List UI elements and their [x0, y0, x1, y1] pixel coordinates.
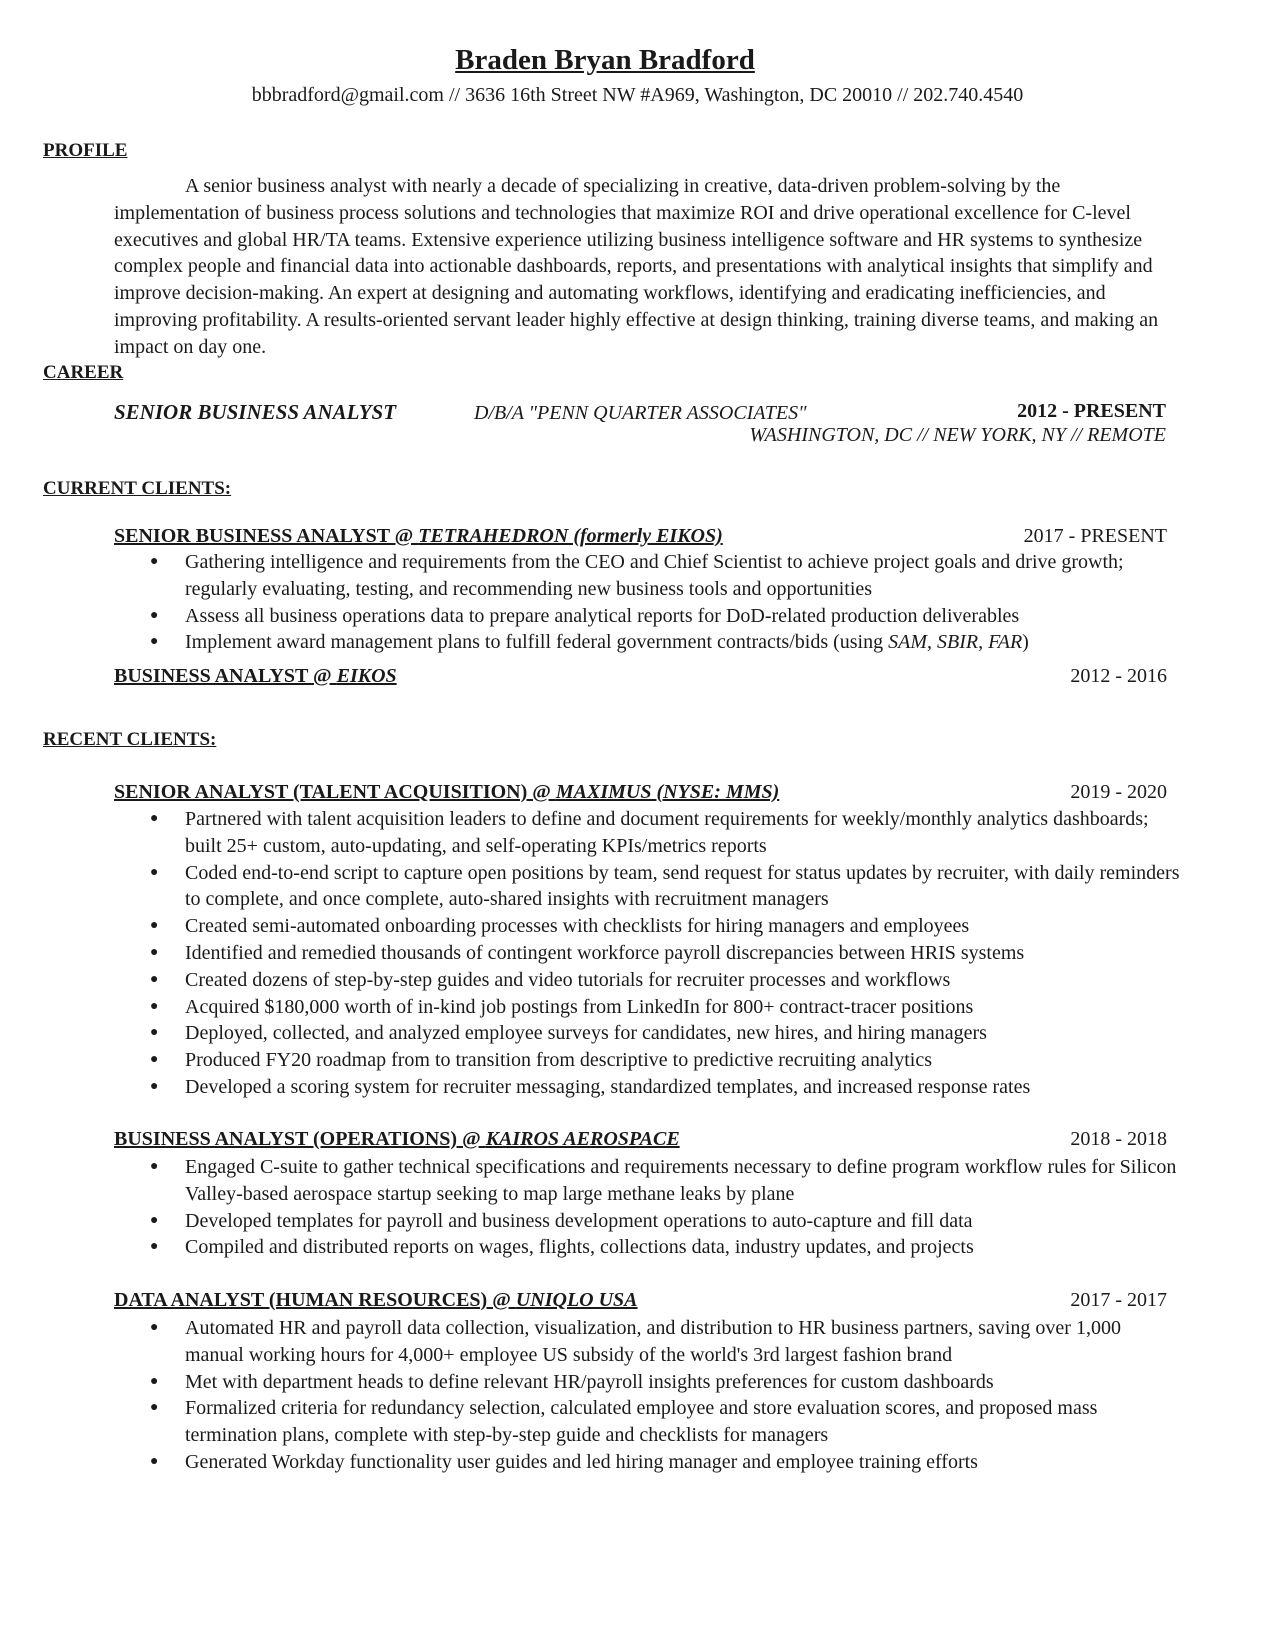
job-bullets: [150, 1315, 1180, 1476]
bullet: ● Developed a scoring system for recruiter messaging, standardized templates, and increased response rates: [150, 1074, 1180, 1101]
bullet: ● Created semi-automated onboarding processes with checklists for hiring managers and employees: [150, 913, 1180, 940]
bullet: ● Generated Workday functionality user guides and led hiring manager and employee training efforts: [150, 1449, 1180, 1476]
bullet: ● Created dozens of step-by-step guides and video tutorials for recruiter processes and workflows: [150, 967, 1180, 994]
job-role: SENIOR ANALYST (TALENT ACQUISITION) @ MAXIMUS (NYSE: MMS): [114, 781, 780, 803]
bullet: ● Deployed, collected, and analyzed employee surveys for candidates, new hires, and hiring managers: [150, 1020, 1180, 1047]
bullet: ● Assess all business operations data to prepare analytical reports for DoD-related production deliverables: [150, 603, 1180, 630]
career-heading: CAREER: [43, 362, 124, 383]
candidate-name: [0, 44, 1210, 77]
job-dates: 2012 - 2016: [1070, 665, 1167, 687]
career-company: D/B/A "PENN QUARTER ASSOCIATES": [474, 402, 807, 424]
bullet: ● Produced FY20 roadmap from to transition from descriptive to predictive recruiting analytics: [150, 1047, 1180, 1074]
bullet: ● Acquired $180,000 worth of in-kind job postings from LinkedIn for 800+ contract-tracer positions: [150, 994, 1180, 1021]
job-dates: 2017 - 2017: [1070, 1289, 1167, 1311]
job-header: [114, 1128, 1167, 1151]
job-header: [114, 1289, 1167, 1312]
career-locations: WASHINGTON, DC // NEW YORK, NY // REMOTE: [749, 424, 1166, 446]
contact-line: bbbradford@gmail.com // 3636 16th Street NW #A969, Washington, DC 20010 // 202.740.4540: [251, 84, 1024, 106]
job-header: [114, 525, 1167, 548]
bullet: ● Coded end-to-end script to capture open positions by team, send request for status updates by recruiter, with daily reminders to complete, and once complete, auto-shared insights with recruitment managers: [150, 860, 1180, 914]
job-role: SENIOR BUSINESS ANALYST @ TETRAHEDRON (formerly EIKOS): [114, 525, 723, 547]
current-clients-heading: CURRENT CLIENTS:: [43, 478, 232, 499]
bullet: ● Implement award management plans to fulfill federal government contracts/bids (using SAM, SBIR, FAR): [150, 629, 1180, 656]
career-title: SENIOR BUSINESS ANALYST: [114, 400, 397, 424]
bullet: ● Gathering intelligence and requirements from the CEO and Chief Scientist to achieve project goals and drive growth; regularly evaluating, testing, and recommending new business tools and opportunities: [150, 549, 1180, 603]
bullet: ● Identified and remedied thousands of contingent workforce payroll discrepancies between HRIS systems: [150, 940, 1180, 967]
recent-clients-heading: RECENT CLIENTS:: [43, 729, 217, 750]
bullet: ● Formalized criteria for redundancy selection, calculated employee and store evaluation scores, and proposed mass termination plans, complete with step-by-step guide and checklists for managers: [150, 1395, 1180, 1449]
job-bullets: [150, 806, 1180, 1101]
profile-text: A senior business analyst with nearly a decade of specializing in creative, data-driven problem-solving by the implementation of business process solutions and technologies that maximize ROI and drive operational excellence for C-level executives and global HR/TA teams. Extensive experience utilizing business intelligence software and HR systems to synthesize complex people and financial data into actionable dashboards, reports, and presentations with analytical insights that simplify and improve decision-making. An expert at designing and automating workflows, identifying and eradicating inefficiencies, and improving profitability. A results-oriented servant leader highly effective at design thinking, training diverse teams, and making an impact on day one.: [114, 175, 1159, 358]
job-header: [114, 781, 1167, 804]
job-role: BUSINESS ANALYST (OPERATIONS) @ KAIROS AEROSPACE: [114, 1128, 680, 1150]
bullet: ● Partnered with talent acquisition leaders to define and document requirements for weekly/monthly analytics dashboards; built 25+ custom, auto-updating, and self-operating KPIs/metrics reports: [150, 806, 1180, 860]
job-dates: 2018 - 2018: [1070, 1128, 1167, 1150]
job-role: DATA ANALYST (HUMAN RESOURCES) @ UNIQLO USA: [114, 1289, 638, 1311]
bullet: ● Compiled and distributed reports on wages, flights, collections data, industry updates, and projects: [150, 1234, 1180, 1261]
job-bullets: [150, 549, 1180, 656]
job-bullets: [150, 1154, 1180, 1261]
job-dates: 2019 - 2020: [1070, 781, 1167, 803]
job-dates: 2017 - PRESENT: [1023, 525, 1167, 547]
bullet: ● Engaged C-suite to gather technical specifications and requirements necessary to define program workflow rules for Silicon Valley-based aerospace startup seeking to map large methane leaks by plane: [150, 1154, 1180, 1208]
profile-heading: PROFILE: [43, 140, 128, 161]
bullet: ● Automated HR and payroll data collection, visualization, and distribution to HR business partners, saving over 1,000 manual working hours for 4,000+ employee US subsidy of the world's 3rd largest fashion brand: [150, 1315, 1180, 1369]
job-header: [114, 665, 1167, 688]
career-row: [114, 400, 1166, 425]
bullet: ● Met with department heads to define relevant HR/payroll insights preferences for custom dashboards: [150, 1369, 1180, 1396]
name-text: Braden Bryan Bradford: [455, 44, 755, 76]
job-role: BUSINESS ANALYST @ EIKOS: [114, 665, 397, 687]
bullet: ● Developed templates for payroll and business development operations to auto-capture and fill data: [150, 1208, 1180, 1235]
career-dates: 2012 - PRESENT: [1017, 400, 1166, 422]
